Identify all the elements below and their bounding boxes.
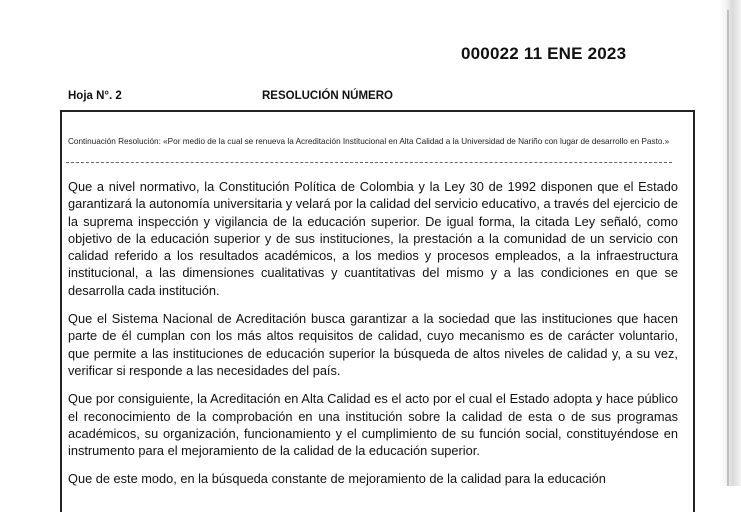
scan-edge-line (727, 10, 729, 486)
paragraph-4: Que de este modo, en la búsqueda constante de mejoramiento de la calidad para la educación (68, 471, 606, 487)
paragraph-1: Que a nivel normativo, la Constitución Política de Colombia y la Ley 30 de 1992 disponen que el Estado garantizará la autonomía universitaria y velará por la calidad del servicio educativo, a través del ejercicio de la suprema inspección y vigilancia de la educación superior. De igual forma, la citada Ley señaló, como objetivo de la educación superior y de sus instituciones, la prestación a la comunidad de un servicio con calidad referido a los resultados académicos, a los medios y procesos empleados, a la infraestructura institucional, a las dimensiones cualitativas y cuantitativas del mismo y a las condiciones en que se desarrolla cada institución. (68, 179, 678, 298)
continuation-note: Continuación Resolución: «Por medio de la cual se renueva la Acreditación Institucional en Alta Calidad a la Universidad de Nariño con lugar de desarrollo en Pasto.» (68, 137, 670, 146)
resolution-heading: RESOLUCIÓN NÚMERO (262, 90, 393, 102)
dashed-separator (66, 162, 672, 163)
paragraph-3: Que por consiguiente, la Acreditación en Alta Calidad es el acto por el cual el Estado adopta y hace público el reconocimiento de la comprobación en una institución sobre la calidad de esta o de sus programas académicos, su organización, funcionamiento y el cumplimiento de su función social, constituyéndose en instrumento para el mejoramiento de la calidad de la educación superior. (68, 391, 678, 459)
sheet-number: Hoja N°. 2 (68, 90, 122, 102)
resolution-number-stamp: 000022 11 ENE 2023 (461, 44, 627, 63)
paragraph-2: Que el Sistema Nacional de Acreditación busca garantizar a la sociedad que las instituciones que hacen parte de él cumplan con los más altos requisitos de calidad, cuyo mecanismo es de carácter voluntario, que permite a las instituciones de educación superior la búsqueda de altos niveles de calidad y, a su vez, verificar si responde a las necesidades del país. (68, 311, 678, 378)
scan-edge-shadow (719, 0, 741, 486)
document-body (68, 178, 678, 499)
